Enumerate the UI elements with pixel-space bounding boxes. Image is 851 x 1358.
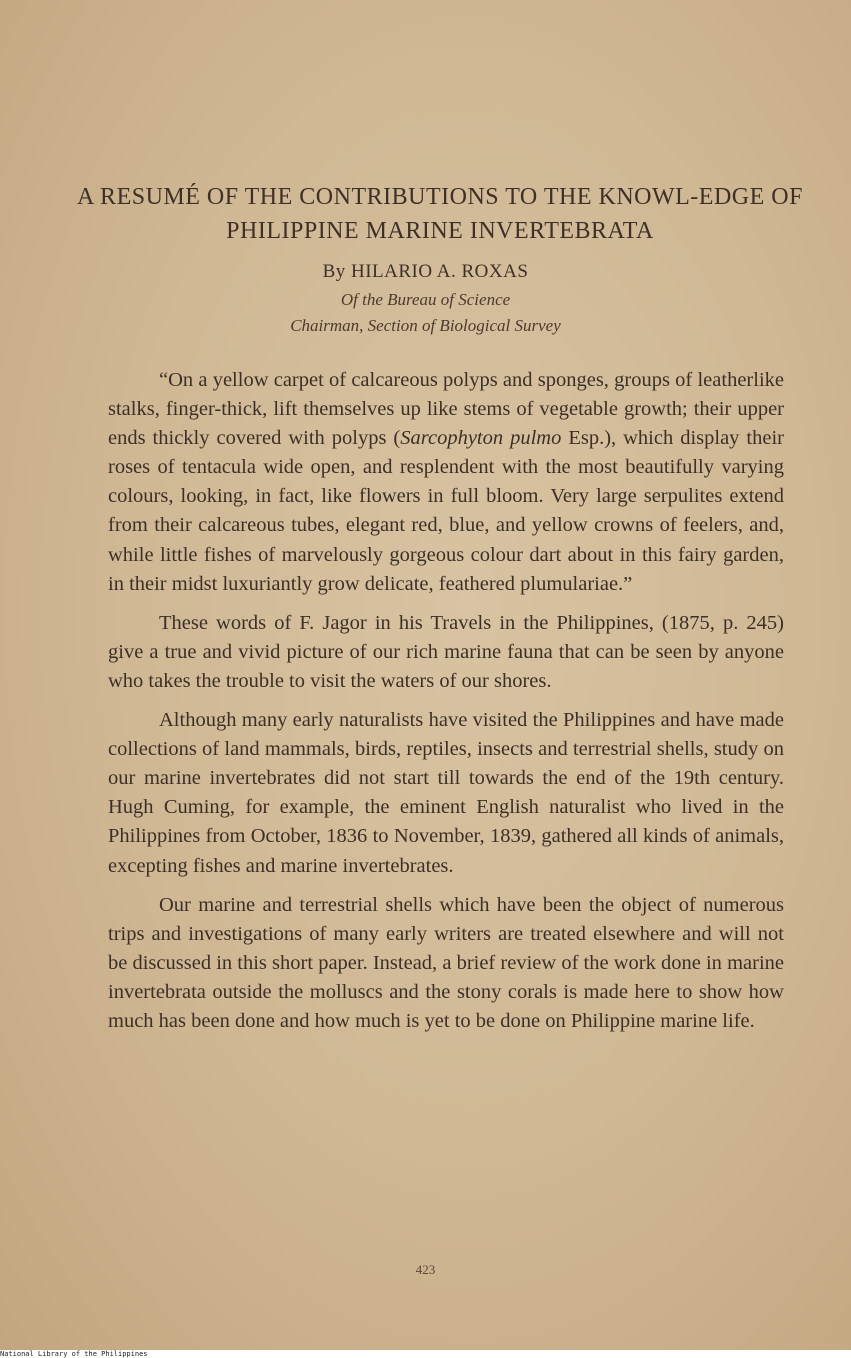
- page-number: 423: [415, 1262, 436, 1277]
- library-footer: National Library of the Philippines: [0, 1350, 851, 1358]
- author-affiliation: Of the Bureau of Science: [340, 290, 511, 309]
- quote-text-start: “On a yellow carpet of calcareous polyps and sponges, groups of leatherlike stalks, finger-thick, lift themselves up like stems of vegetable growth; their upper ends thickly covered with polyps (: [108, 369, 784, 450]
- author-position: Chairman, Section of Biological Survey: [290, 316, 561, 335]
- species-name: Sarcophyton pulmo: [400, 427, 562, 450]
- quote-text-end: Esp.), which display their roses of tentacula wide open, and resplendent with the most beautifully varying colours, looking, in fact, like flowers in full bloom. Very large serpulites extend from their calcareous tubes, elegant red, blue, and yellow crowns of feelers, and, while little fishes of marvelously gorgeous colour dart about in this fairy garden, in their midst luxuriantly grow delicate, feathered plumulariae.”: [108, 427, 784, 595]
- article-title: A RESUMÉ OF THE CONTRIBUTIONS TO THE KNOWL-EDGE OF PHILIPPINE MARINE INVERTEBRATA: [77, 184, 803, 244]
- paragraph-quote: [108, 366, 784, 599]
- article-body: [108, 366, 784, 1046]
- paragraph-jagor: These words of F. Jagor in his Travels in the Philippines, (1875, p. 245) give a true and vivid picture of our rich marine fauna that can be seen by anyone who takes the trouble to visit the waters of our shores.: [108, 611, 784, 692]
- paragraph-naturalists: Although many early naturalists have visited the Philippines and have made collections of land mammals, birds, reptiles, insects and terrestrial shells, study on our marine invertebrates did not start till towards the end of the 19th century. Hugh Cuming, for example, the eminent English naturalist who lived in the Philippines from October, 1836 to November, 1839, gathered all kinds of animals, excepting fishes and marine invertebrates.: [108, 709, 784, 877]
- paragraph-scope: Our marine and terrestrial shells which have been the object of numerous trips and investigations of many early writers are treated elsewhere and will not be discussed in this short paper. Instead, a brief review of the work done in marine invertebrata outside the molluscs and the stony corals is made here to show how much has been done and how much is yet to be done on Philippine marine life.: [108, 893, 784, 1032]
- author-byline: By HILARIO A. ROXAS: [322, 261, 529, 282]
